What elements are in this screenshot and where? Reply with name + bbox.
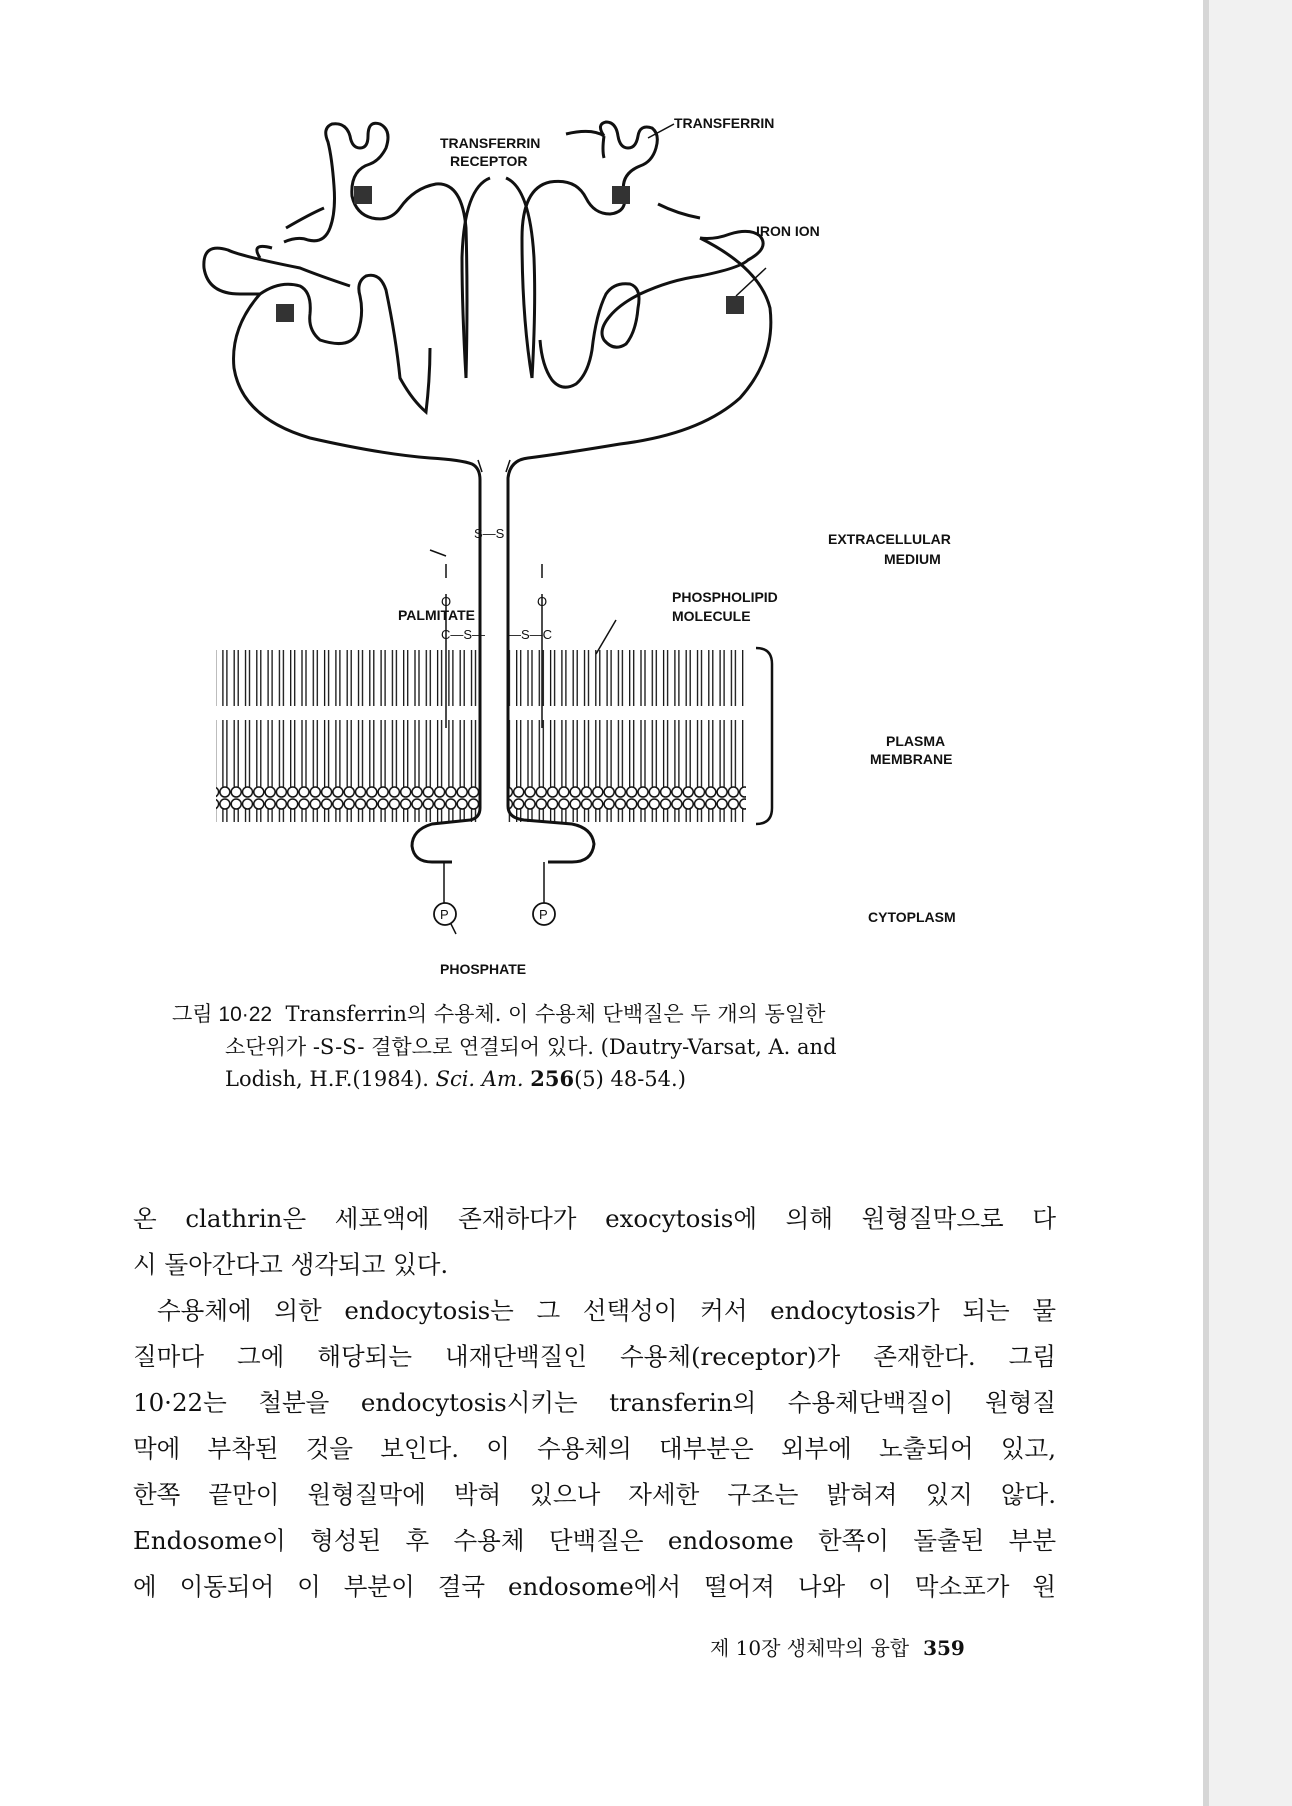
caption-journal: Sci. Am.: [435, 1067, 524, 1091]
caption-line3: [172, 1063, 1032, 1095]
phosphate-right-label: P: [539, 907, 548, 922]
iron-ion-left-bottom: [276, 304, 294, 322]
right-oxygen: O: [537, 594, 548, 609]
left-thioester: C—S—: [441, 627, 486, 642]
extracellular-label-line1: EXTRACELLULAR: [828, 531, 951, 547]
caption-number: 그림 10·22: [172, 1003, 273, 1026]
body-text: [133, 1196, 1056, 1610]
page-number: 359: [923, 1636, 965, 1660]
body-line: 질마다 그에 해당되는 내재단백질인 수용체(receptor)가 존재한다. 그림: [133, 1342, 1056, 1371]
membrane-bracket: [756, 648, 772, 824]
iron-ion-right-bottom: [726, 296, 744, 314]
caption-pages: (5) 48-54.): [574, 1067, 686, 1091]
plasma-membrane-label-line1: PLASMA: [886, 733, 946, 749]
palmitate-label: PALMITATE: [398, 607, 475, 623]
caption-authors: Lodish, H.F.(1984).: [225, 1067, 429, 1091]
phosphate-label: PHOSPHATE: [440, 961, 527, 977]
chapter-title: 제 10장 생체막의 융합: [710, 1636, 910, 1660]
ss-bond-label: S—S: [474, 526, 505, 541]
phospholipid-label-line2: MOLECULE: [672, 608, 751, 624]
left-oxygen: O: [441, 594, 452, 609]
body-line: 시 돌아간다고 생각되고 있다.: [133, 1250, 449, 1279]
extracellular-label-line2: MEDIUM: [884, 551, 941, 567]
phosphate-left-label: P: [440, 907, 449, 922]
body-line: 에 이동되어 이 부분이 결국 endosome에서 떨어져 나와 이 막소포가 원: [133, 1572, 1056, 1601]
caption-line2: 소단위가 -S-S- 결합으로 연결되어 있다. (Dautry-Varsat, A. and: [225, 1035, 837, 1059]
transferrin-receptor-figure: [200, 115, 1000, 988]
plasma-membrane-label-line2: MEMBRANE: [870, 751, 953, 767]
body-line: 10·22는 철분을 endocytosis시키는 transferin의 수용체단백질이 원형질: [133, 1388, 1056, 1417]
body-line: 수용체에 의한 endocytosis는 그 선택성이 커서 endocytosis가 되는 물: [157, 1296, 1056, 1325]
body-line: 막에 부착된 것을 보인다. 이 수용체의 대부분은 외부에 노출되어 있고,: [133, 1434, 1056, 1463]
receptor-right-head: [522, 122, 700, 378]
receptor-right-loop: [506, 178, 535, 378]
body-line: 온 clathrin은 세포액에 존재하다가 exocytosis에 의해 원형질막으로 다: [133, 1204, 1056, 1233]
viewer-background: [1209, 0, 1292, 1806]
cytoplasm-label: CYTOPLASM: [868, 909, 956, 925]
body-line: Endosome이 형성된 후 수용체 단백질은 endosome 한쪽이 돌출된 부분: [133, 1526, 1056, 1555]
lipid-bilayer-left: [216, 650, 480, 822]
receptor-left-head: [257, 123, 467, 378]
iron-ion-left-top: [354, 186, 372, 204]
body-line: 한쪽 끝만이 원형질막에 박혀 있으나 자세한 구조는 밝혀져 있지 않다.: [133, 1480, 1056, 1509]
transferrin-label: TRANSFERRIN: [674, 115, 775, 131]
receptor-label-line2: RECEPTOR: [450, 153, 528, 169]
iron-ion-right-top: [612, 186, 630, 204]
caption-volume: 256: [530, 1066, 575, 1091]
iron-ion-label: IRON ION: [756, 223, 820, 239]
page-footer: [710, 1632, 965, 1661]
caption-line1: Transferrin의 수용체. 이 수용체 단백질은 두 개의 동일한: [285, 1002, 826, 1026]
lipid-bilayer-right: [508, 650, 746, 822]
figure-caption: [172, 998, 1032, 1095]
receptor-label-line1: TRANSFERRIN: [440, 135, 541, 151]
right-thioester: —S—C: [508, 627, 553, 642]
phospholipid-label-line1: PHOSPHOLIPID: [672, 589, 778, 605]
